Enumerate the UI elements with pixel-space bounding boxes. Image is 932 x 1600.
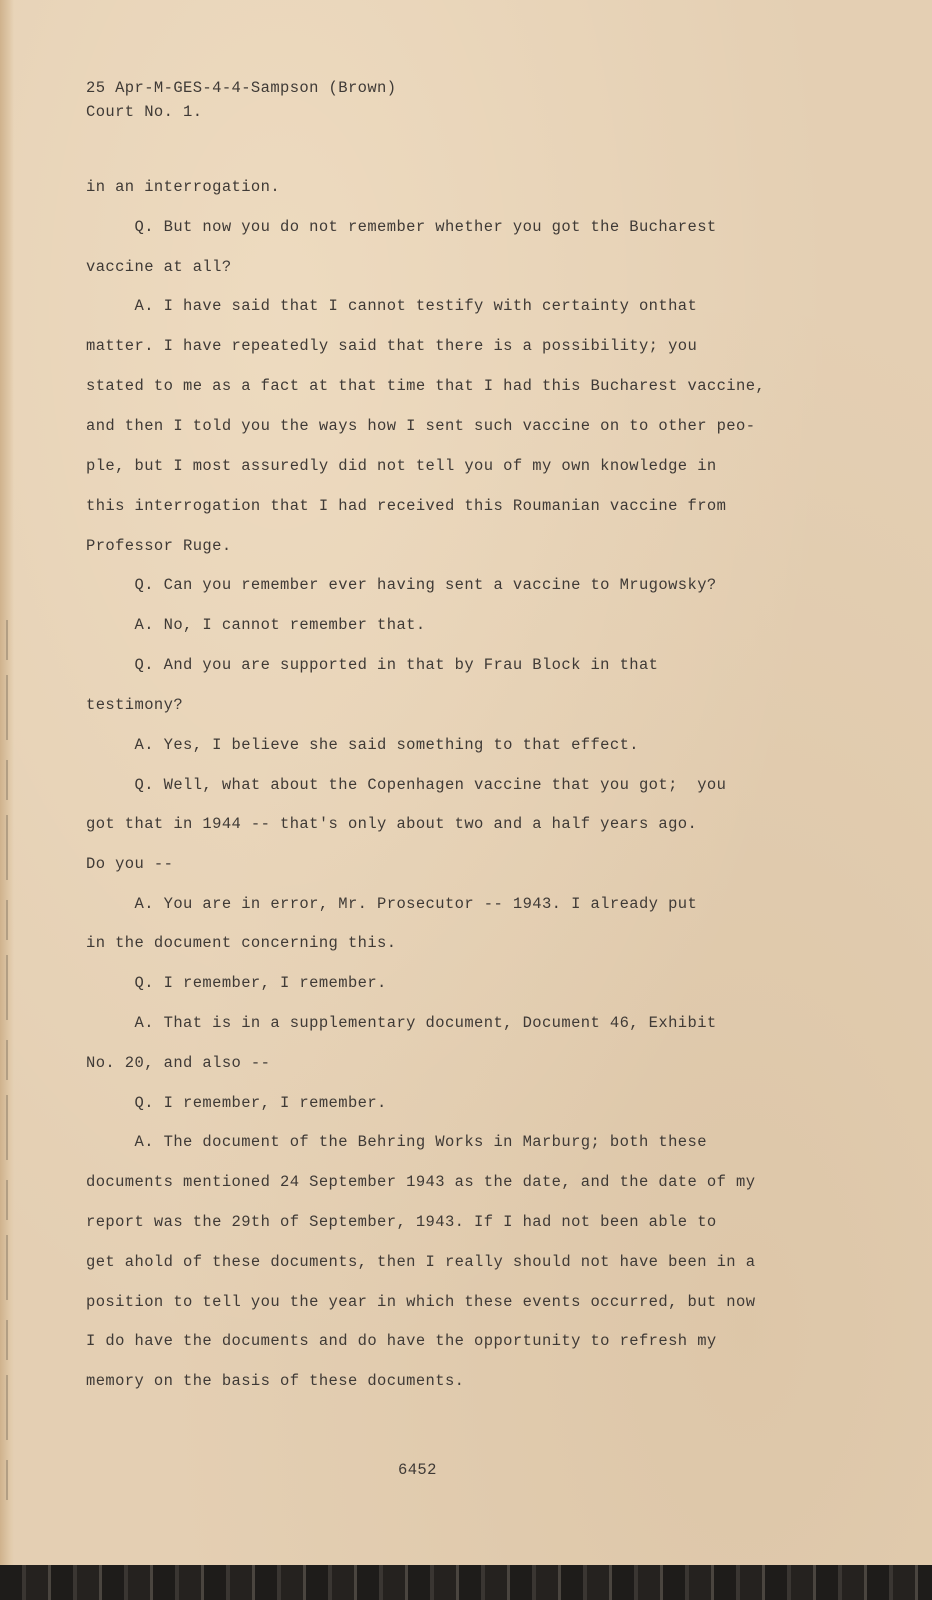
body-line: ple, but I most assuredly did not tell you of my own knowledge in — [86, 457, 717, 475]
body-line: matter. I have repeatedly said that there is a possibility; you — [86, 337, 698, 355]
paper-left-edge — [0, 0, 14, 1565]
body-line: stated to me as a fact at that time that I had this Bucharest vaccine, — [86, 377, 766, 395]
body-line: Q. And you are supported in that by Frau Block in that — [86, 656, 659, 674]
body-line: get ahold of these documents, then I really should not have been in a — [86, 1253, 756, 1271]
body-line: position to tell you the year in which these events occurred, but now — [86, 1293, 756, 1311]
body-line: and then I told you the ways how I sent such vaccine on to other peo- — [86, 417, 756, 435]
body-line: in the document concerning this. — [86, 934, 397, 952]
body-line: this interrogation that I had received this Roumanian vaccine from — [86, 497, 727, 515]
body-line: Q. Can you remember ever having sent a vaccine to Mrugowsky? — [86, 576, 717, 594]
body-line: memory on the basis of these documents. — [86, 1372, 465, 1390]
header-line-1: 25 Apr-M-GES-4-4-Sampson (Brown) — [86, 79, 397, 97]
body-line: got that in 1944 -- that's only about two and a half years ago. — [86, 815, 698, 833]
body-line: Do you -- — [86, 855, 174, 873]
body-line: Professor Ruge. — [86, 537, 232, 555]
page-number: 6452 — [398, 1461, 437, 1479]
body-line: Q. I remember, I remember. — [86, 1094, 387, 1112]
body-line: A. The document of the Behring Works in Marburg; both these — [86, 1133, 707, 1151]
scan-bottom-edge — [0, 1565, 932, 1600]
body-line: Q. But now you do not remember whether you got the Bucharest — [86, 218, 717, 236]
body-line: A. No, I cannot remember that. — [86, 616, 426, 634]
body-line: No. 20, and also -- — [86, 1054, 271, 1072]
body-line: A. That is in a supplementary document, Document 46, Exhibit — [86, 1014, 717, 1032]
header-line-2: Court No. 1. — [86, 103, 203, 121]
body-line: A. I have said that I cannot testify with certainty onthat — [86, 297, 698, 315]
body-line: testimony? — [86, 696, 184, 714]
body-line: Q. Well, what about the Copenhagen vaccine that you got; you — [86, 776, 727, 794]
body-line: I do have the documents and do have the opportunity to refresh my — [86, 1332, 717, 1350]
body-line: Q. I remember, I remember. — [86, 974, 387, 992]
body-line: in an interrogation. — [86, 178, 281, 196]
body-line: documents mentioned 24 September 1943 as the date, and the date of my — [86, 1173, 756, 1191]
body-line: vaccine at all? — [86, 258, 232, 276]
body-line: A. Yes, I believe she said something to that effect. — [86, 736, 639, 754]
body-line: report was the 29th of September, 1943. If I had not been able to — [86, 1213, 717, 1231]
body-line: A. You are in error, Mr. Prosecutor -- 1943. I already put — [86, 895, 698, 913]
